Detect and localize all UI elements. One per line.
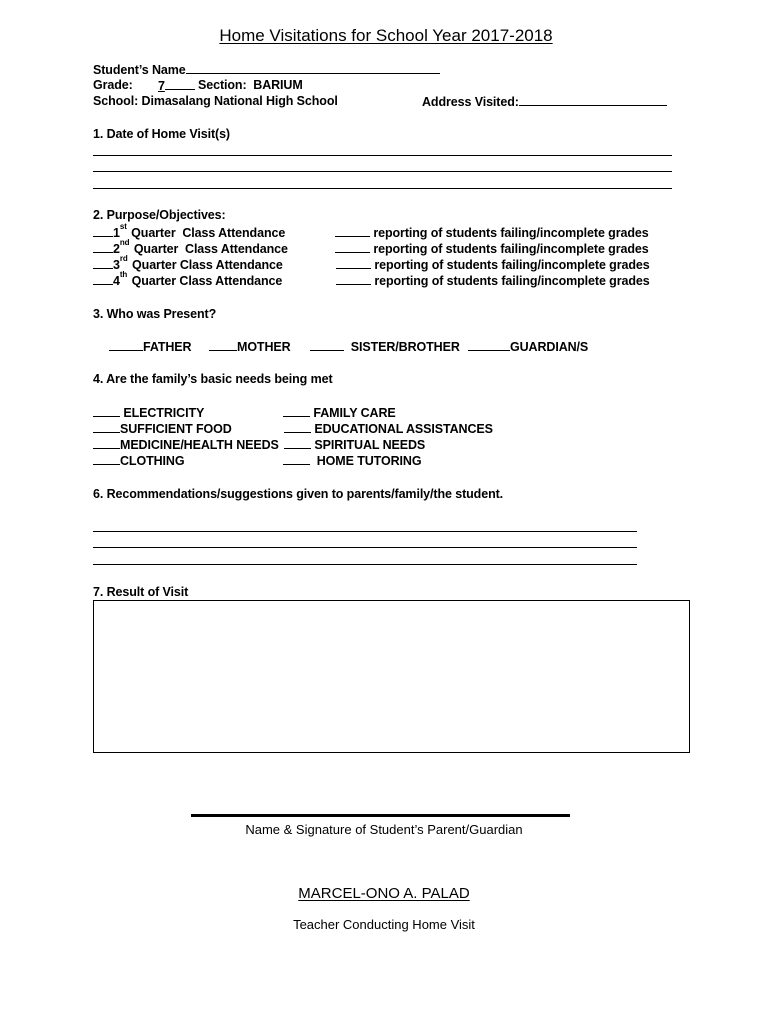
spiritual-label: SPIRITUAL NEEDS: [314, 438, 426, 452]
form-title: Home Visitations for School Year 2017-2018: [219, 26, 553, 45]
quarter-3-number: 3: [113, 258, 120, 272]
guardian-blank[interactable]: [468, 339, 510, 351]
grade-field[interactable]: [165, 78, 195, 90]
parent-signature-line[interactable]: [191, 814, 570, 817]
quarter-2-number: 2: [113, 242, 120, 256]
need-family-care: [283, 405, 396, 420]
quarter-1-number: 1: [113, 226, 120, 240]
school-label: School:: [93, 94, 139, 108]
educational-label: EDUCATIONAL ASSISTANCES: [314, 422, 493, 436]
present-guardian: [468, 339, 588, 354]
present-father: [109, 339, 191, 354]
educational-blank[interactable]: [284, 421, 311, 433]
recommendation-line-2[interactable]: [93, 547, 637, 548]
quarter-1-suffix: st: [119, 222, 127, 231]
grade-row: [158, 78, 195, 93]
electricity-label: ELECTRICITY: [123, 406, 205, 420]
reporting-3-label: reporting of students failing/incomplete grades: [374, 258, 650, 272]
quarter-2-blank[interactable]: [93, 241, 113, 253]
electricity-blank[interactable]: [93, 405, 120, 417]
reporting-item-2: [335, 241, 649, 256]
reporting-1-blank[interactable]: [335, 225, 370, 237]
need-educational: [284, 421, 493, 436]
address-row: [422, 94, 667, 109]
q6-label: 6. Recommendations/suggestions given to parents/family/the student.: [93, 487, 504, 501]
result-of-visit-box[interactable]: [93, 600, 690, 753]
family-care-blank[interactable]: [283, 405, 310, 417]
quarter-2-label: Quarter Class Attendance: [133, 242, 288, 256]
mother-label: MOTHER: [237, 340, 291, 354]
need-home-tutoring: [283, 453, 421, 468]
school-row: [93, 94, 338, 108]
student-name-label: Student’s Name: [93, 63, 186, 77]
reporting-4-label: reporting of students failing/incomplete grades: [374, 274, 650, 288]
date-line-2[interactable]: [93, 171, 672, 172]
parent-signature-caption: Name & Signature of Student’s Parent/Guardian: [245, 822, 523, 837]
father-blank[interactable]: [109, 339, 143, 351]
grade-value: 7: [158, 79, 165, 93]
father-label: FATHER: [143, 340, 192, 354]
guardian-label: GUARDIAN/S: [510, 340, 589, 354]
quarter-3-label: Quarter Class Attendance: [132, 258, 283, 272]
reporting-item-3: [336, 257, 650, 272]
tutoring-blank[interactable]: [283, 453, 310, 465]
spiritual-blank[interactable]: [284, 437, 311, 449]
mother-blank[interactable]: [209, 339, 237, 351]
tutoring-label: HOME TUTORING: [316, 454, 422, 468]
q3-label: 3. Who was Present?: [93, 307, 217, 321]
need-medicine: [93, 437, 279, 452]
need-spiritual: [284, 437, 425, 452]
date-line-3[interactable]: [93, 188, 672, 189]
quarter-4-label: Quarter Class Attendance: [131, 274, 283, 288]
clothing-label: CLOTHING: [120, 454, 185, 468]
family-care-label: FAMILY CARE: [313, 406, 396, 420]
section-row: [198, 78, 303, 92]
quarter-4-blank[interactable]: [93, 273, 113, 285]
reporting-4-blank[interactable]: [336, 273, 371, 285]
need-electricity: [93, 405, 204, 420]
reporting-2-label: reporting of students failing/incomplete grades: [373, 242, 649, 256]
section-label: Section:: [198, 78, 247, 92]
need-sufficient-food: [93, 421, 232, 436]
recommendation-line-3[interactable]: [93, 564, 637, 565]
school-value: Dimasalang National High School: [141, 94, 338, 108]
quarter-1-blank[interactable]: [93, 225, 113, 237]
quarter-2-suffix: nd: [119, 238, 130, 247]
recommendation-line-1[interactable]: [93, 531, 637, 532]
q1-label: 1. Date of Home Visit(s): [93, 127, 230, 141]
present-sibling: [310, 339, 460, 354]
student-name-row: [93, 62, 440, 77]
sibling-label: SISTER/BROTHER: [350, 340, 460, 354]
grade-label: Grade:: [93, 78, 133, 92]
need-clothing: [93, 453, 184, 468]
student-name-field[interactable]: [186, 62, 440, 74]
section-value: BARIUM: [253, 78, 303, 92]
quarter-4-item: [93, 270, 283, 288]
medicine-label: MEDICINE/HEALTH NEEDS: [120, 438, 279, 452]
quarter-3-suffix: rd: [119, 254, 128, 263]
clothing-blank[interactable]: [93, 453, 120, 465]
quarter-3-blank[interactable]: [93, 257, 113, 269]
present-mother: [209, 339, 291, 354]
quarter-4-number: 4: [113, 274, 120, 288]
q2-label: 2. Purpose/Objectives:: [93, 208, 226, 222]
teacher-caption: Teacher Conducting Home Visit: [293, 917, 475, 932]
quarter-4-suffix: th: [119, 270, 128, 279]
sibling-blank[interactable]: [310, 339, 344, 351]
reporting-item-4: [336, 273, 650, 288]
food-label: SUFFICIENT FOOD: [120, 422, 232, 436]
quarter-1-label: Quarter Class Attendance: [131, 226, 286, 240]
q7-label: 7. Result of Visit: [93, 585, 189, 599]
address-label: Address Visited:: [422, 95, 519, 109]
reporting-2-blank[interactable]: [335, 241, 370, 253]
food-blank[interactable]: [93, 421, 120, 433]
date-line-1[interactable]: [93, 155, 672, 156]
teacher-name: MARCEL-ONO A. PALAD: [298, 885, 470, 902]
reporting-item-1: [335, 225, 649, 240]
q4-label: 4. Are the family’s basic needs being met: [93, 372, 333, 386]
reporting-1-label: reporting of students failing/incomplete grades: [373, 226, 649, 240]
medicine-blank[interactable]: [93, 437, 120, 449]
reporting-3-blank[interactable]: [336, 257, 371, 269]
address-field[interactable]: [519, 94, 667, 106]
